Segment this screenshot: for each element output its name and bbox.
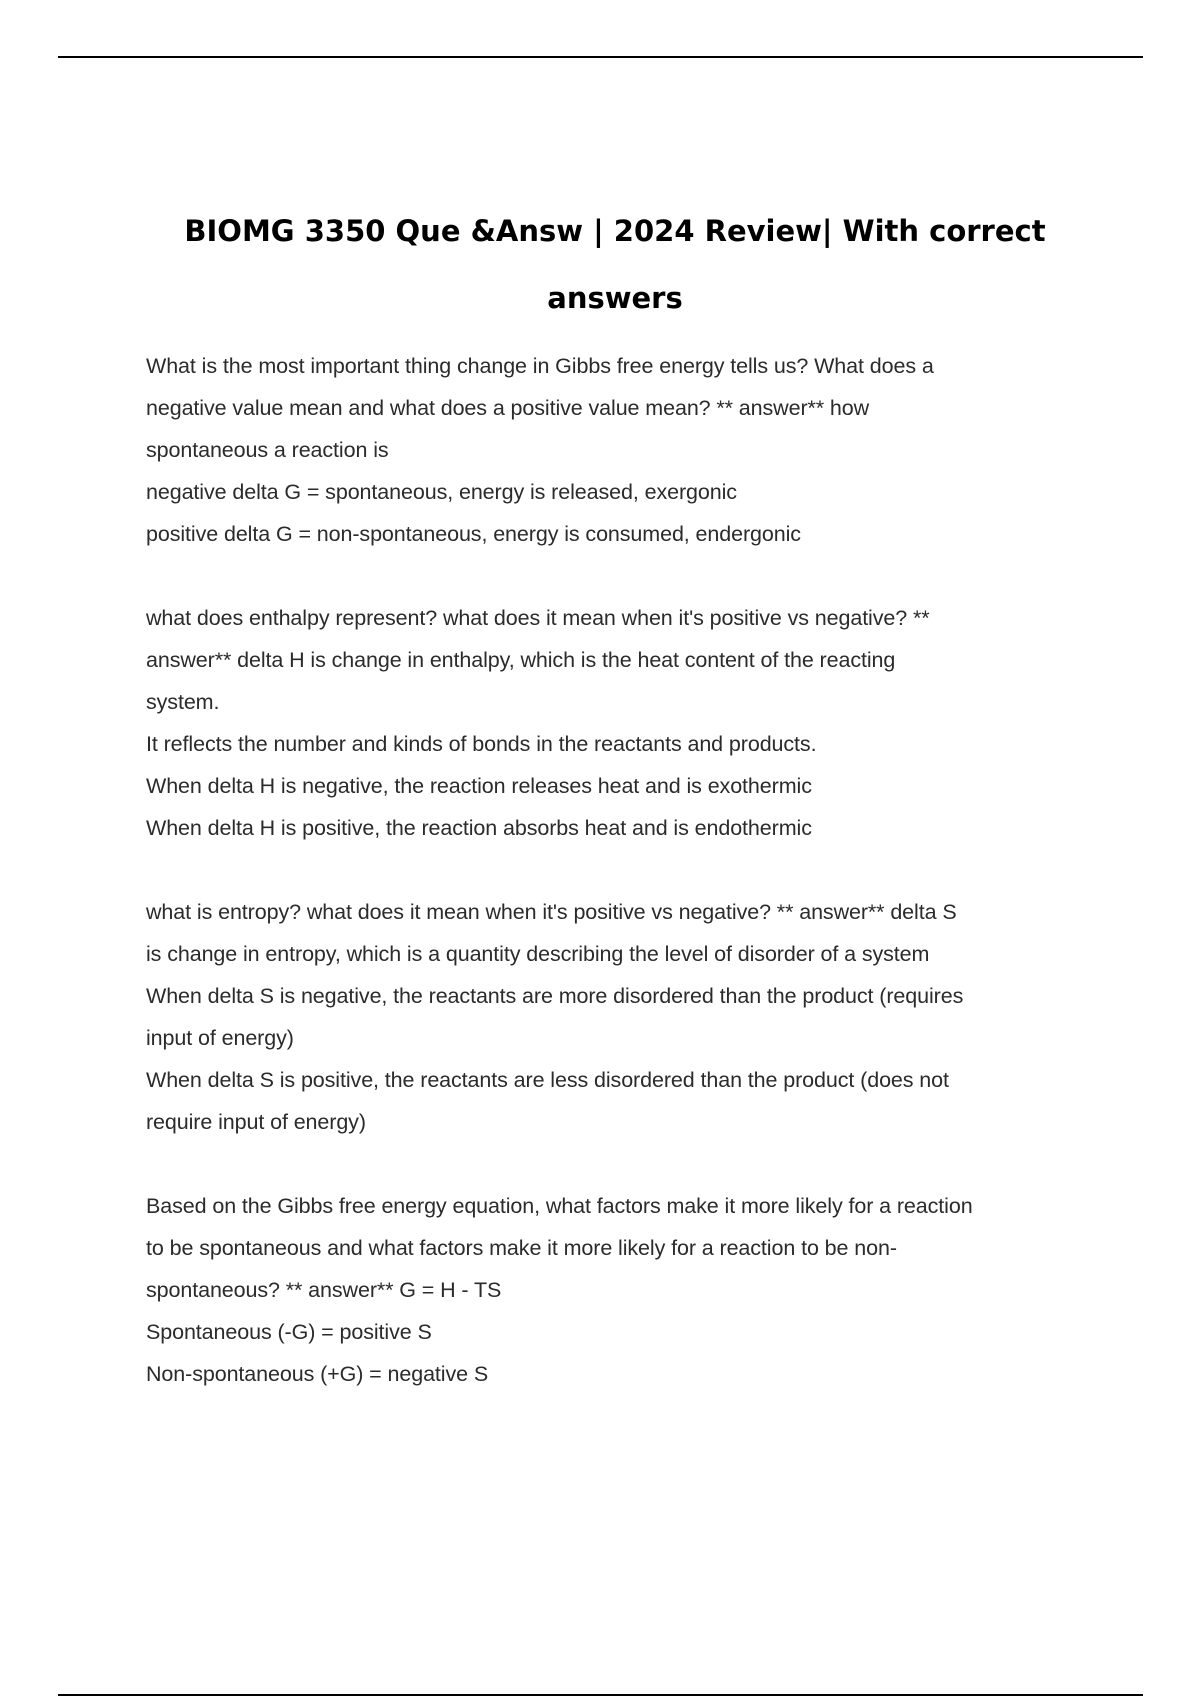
text-line: Spontaneous (-G) = positive S <box>146 1320 432 1344</box>
text-line: what does enthalpy represent? what does it mean when it's positive vs negative? ** <box>146 606 930 630</box>
qa-block-gibbs <box>146 345 1106 555</box>
qa-block-spontaneity <box>146 1185 1106 1395</box>
title-line: answers <box>547 281 683 315</box>
text-line: input of energy) <box>146 1026 294 1050</box>
text-line: require input of energy) <box>146 1110 366 1134</box>
text-line: Non-spontaneous (+G) = negative S <box>146 1362 489 1386</box>
text-line: It reflects the number and kinds of bonds in the reactants and products. <box>146 732 817 756</box>
text-line: What is the most important thing change in Gibbs free energy tells us? What does a <box>146 354 934 378</box>
text-line: spontaneous? ** answer** G = H - TS <box>146 1278 502 1302</box>
text-line: When delta S is negative, the reactants are more disordered than the product (requires <box>146 984 964 1008</box>
document-body <box>146 345 1106 1395</box>
text-line: When delta H is positive, the reaction absorbs heat and is endothermic <box>146 816 812 840</box>
header-rule <box>58 56 1143 58</box>
text-line: When delta S is positive, the reactants are less disordered than the product (does not <box>146 1068 949 1092</box>
text-line: is change in entropy, which is a quantity describing the level of disorder of a system <box>146 942 930 966</box>
footer-rule <box>58 1694 1143 1696</box>
text-line: negative value mean and what does a positive value mean? ** answer** how <box>146 396 870 420</box>
document-title <box>140 198 1090 332</box>
text-line: spontaneous a reaction is <box>146 438 389 462</box>
text-line: what is entropy? what does it mean when it's positive vs negative? ** answer** delta S <box>146 900 957 924</box>
text-line: When delta H is negative, the reaction releases heat and is exothermic <box>146 774 812 798</box>
text-line: positive delta G = non-spontaneous, energy is consumed, endergonic <box>146 522 801 546</box>
title-line: BIOMG 3350 Que &Answ | 2024 Review| With correct <box>184 214 1046 248</box>
qa-block-entropy <box>146 891 1106 1143</box>
text-line: negative delta G = spontaneous, energy is released, exergonic <box>146 480 737 504</box>
text-line: to be spontaneous and what factors make it more likely for a reaction to be non- <box>146 1236 897 1260</box>
text-line: system. <box>146 690 220 714</box>
text-line: Based on the Gibbs free energy equation, what factors make it more likely for a reaction <box>146 1194 973 1218</box>
qa-block-enthalpy <box>146 597 1106 849</box>
text-line: answer** delta H is change in enthalpy, which is the heat content of the reacting <box>146 648 896 672</box>
